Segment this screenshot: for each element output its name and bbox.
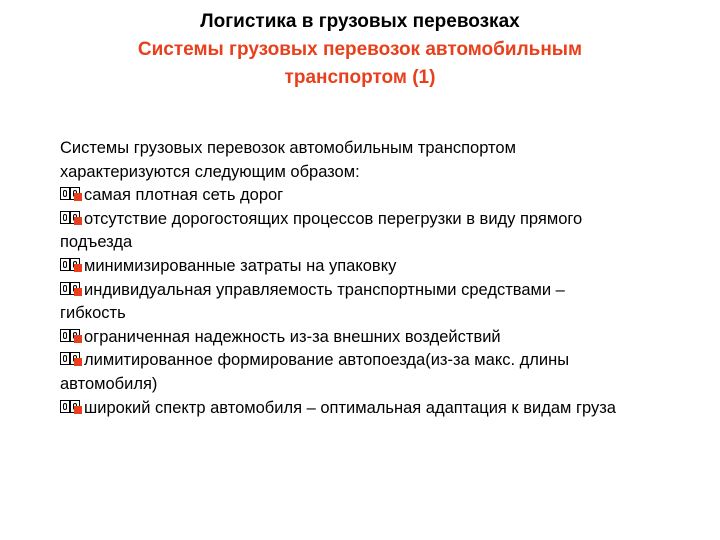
bullet-item [60, 397, 700, 421]
red-square-bullet-icon [74, 406, 82, 414]
missing-glyph-icon [60, 400, 70, 413]
bullet-item-continuation [60, 373, 700, 397]
missing-glyph-icon [60, 187, 70, 200]
bullet-item [60, 184, 700, 208]
bullet-text: ограниченная надежность из-за внешних воздействий [84, 327, 501, 346]
bullet-text: минимизированные затраты на упаковку [84, 256, 397, 275]
missing-glyph-icon [60, 211, 70, 224]
bullet-text: автомобиля) [60, 374, 158, 393]
red-square-bullet-icon [74, 288, 82, 296]
bullet-text: подъезда [60, 233, 133, 252]
slide-body [60, 137, 700, 420]
bullet-icon [60, 187, 84, 201]
bullet-icon [60, 282, 84, 296]
bullet-icon [60, 211, 84, 225]
missing-glyph-icon [60, 352, 70, 365]
bullet-item [60, 279, 700, 303]
slide-subtitle-line-2: транспортом (1) [284, 67, 436, 88]
bullet-text: лимитированное формирование автопоезда(из-за макс. длины [84, 351, 570, 370]
red-square-bullet-icon [74, 217, 82, 225]
intro-text-line-1: Системы грузовых перевозок автомобильным транспортом [60, 139, 516, 157]
bullet-item [60, 208, 700, 232]
slide-title: Логистика в грузовых перевозках [200, 11, 520, 32]
bullet-icon [60, 400, 84, 414]
bullet-list [60, 184, 700, 420]
intro-text-line-2: характеризуются следующим образом: [60, 162, 360, 181]
bullet-item [60, 255, 700, 279]
bullet-item [60, 326, 700, 350]
bullet-item-continuation [60, 302, 700, 326]
slide-header [0, 8, 720, 92]
red-square-bullet-icon [74, 264, 82, 272]
bullet-icon [60, 329, 84, 343]
red-square-bullet-icon [74, 193, 82, 201]
bullet-icon [60, 258, 84, 272]
bullet-text: индивидуальная управляемость транспортными средствами – [84, 280, 565, 299]
slide-subtitle-line-1: Системы грузовых перевозок автомобильным [137, 39, 583, 60]
missing-glyph-icon [60, 258, 70, 271]
bullet-item-continuation [60, 231, 700, 255]
bullet-item [60, 349, 700, 373]
red-square-bullet-icon [74, 358, 82, 366]
bullet-text: самая плотная сеть дорог [84, 186, 284, 205]
bullet-text: гибкость [60, 304, 126, 323]
bullet-text: отсутствие дорогостоящих процессов перегрузки в виду прямого [84, 209, 583, 228]
bullet-text: широкий спектр автомобиля – оптимальная адаптация к видам груза [84, 398, 616, 417]
red-square-bullet-icon [74, 335, 82, 343]
bullet-icon [60, 352, 84, 366]
missing-glyph-icon [60, 329, 70, 342]
missing-glyph-icon [60, 282, 70, 295]
